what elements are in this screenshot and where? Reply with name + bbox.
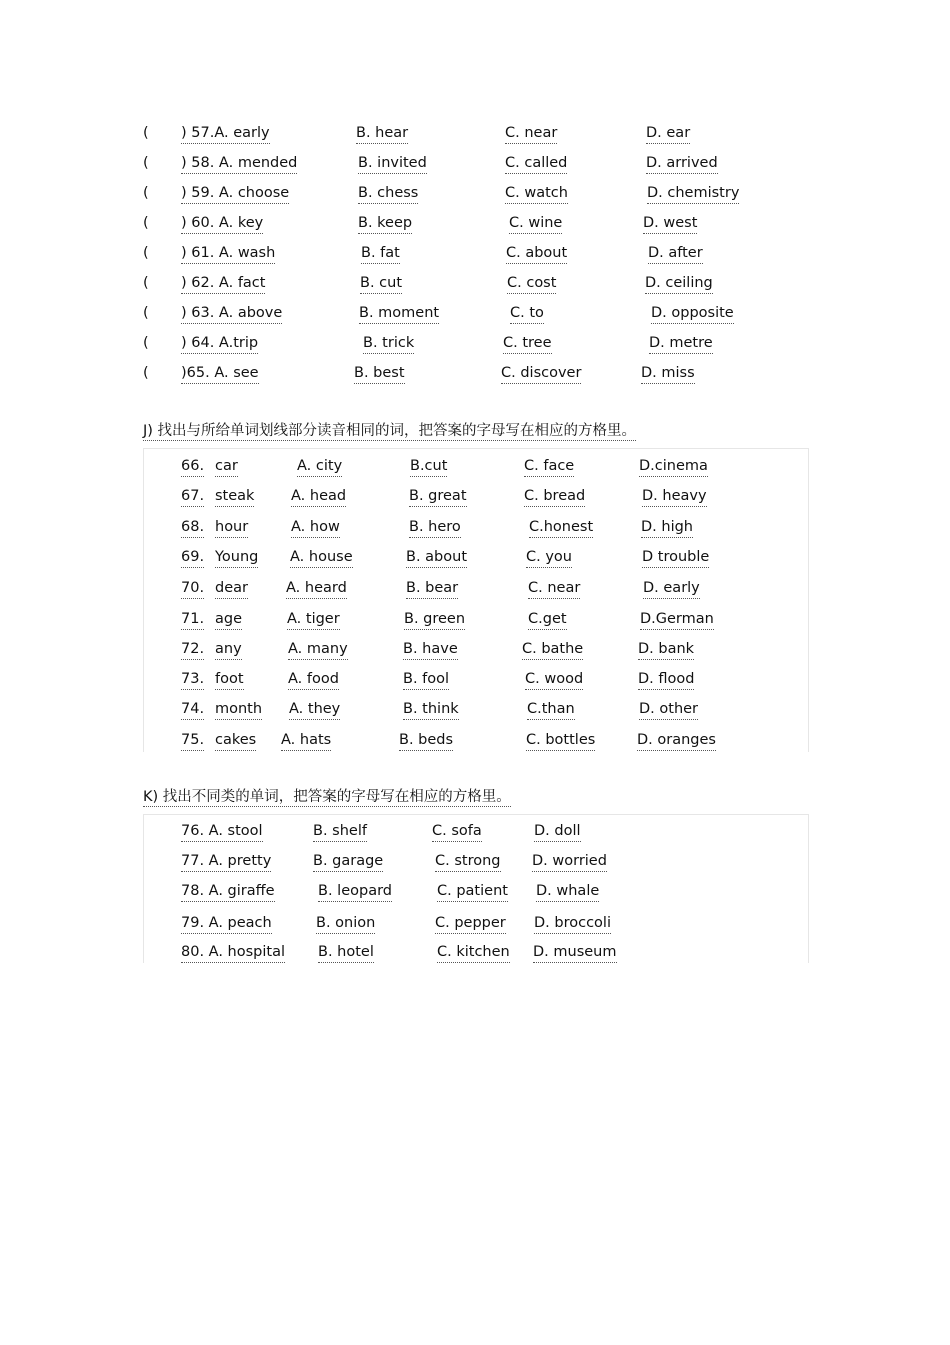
question-number: 74. xyxy=(181,700,204,720)
given-word: steak xyxy=(215,487,254,507)
paren-open: ( xyxy=(143,305,149,321)
option-a: A. hats xyxy=(281,731,331,751)
option-d: D. after xyxy=(648,244,703,264)
question-number: 70. xyxy=(181,579,204,599)
option-d: D. opposite xyxy=(651,304,734,324)
option-c: C. near xyxy=(505,124,557,144)
option-d: D. ear xyxy=(646,124,690,144)
option-d: D. doll xyxy=(534,822,581,842)
option-b: B.cut xyxy=(410,457,447,477)
question-row-62 xyxy=(0,274,950,294)
question-row-63 xyxy=(0,304,950,324)
option-c: C.than xyxy=(527,700,575,720)
question-lead: ) 64. A.trip xyxy=(181,334,258,354)
option-c: C.get xyxy=(528,610,567,630)
question-row-61 xyxy=(0,244,950,264)
option-c: C. wine xyxy=(509,214,562,234)
given-word: month xyxy=(215,700,262,720)
given-word: Young xyxy=(215,548,258,568)
paren-open: ( xyxy=(143,335,149,351)
phonetics-row-73 xyxy=(0,670,950,690)
option-d: D. oranges xyxy=(637,731,716,751)
phonetics-row-69 xyxy=(0,548,950,568)
section-j-heading: J) 找出与所给单词划线部分读音相同的词，把答案的字母写在相应的方格里。 xyxy=(143,423,637,439)
question-number: 68. xyxy=(181,518,204,538)
option-b: B. cut xyxy=(360,274,402,294)
option-c: C. sofa xyxy=(432,822,482,842)
question-row-65 xyxy=(0,364,950,384)
option-b: B. bear xyxy=(406,579,458,599)
option-c: C. near xyxy=(528,579,580,599)
option-d: D. heavy xyxy=(642,487,707,507)
question-row-59 xyxy=(0,184,950,204)
question-lead: ) 59. A. choose xyxy=(181,184,289,204)
phonetics-row-66 xyxy=(0,457,950,477)
question-row-60 xyxy=(0,214,950,234)
category-row-76 xyxy=(0,822,950,842)
option-b: B. hero xyxy=(409,518,461,538)
given-word: hour xyxy=(215,518,248,538)
question-row-57 xyxy=(0,124,950,144)
option-b: B. fool xyxy=(403,670,449,690)
option-b: B. hear xyxy=(356,124,408,144)
option-d: D. other xyxy=(639,700,698,720)
paren-open: ( xyxy=(143,275,149,291)
option-b: B. leopard xyxy=(318,882,392,902)
option-c: C. wood xyxy=(525,670,583,690)
option-b: B. shelf xyxy=(313,822,367,842)
option-c: C. bread xyxy=(524,487,585,507)
option-a: A. tiger xyxy=(287,610,340,630)
phonetics-row-71 xyxy=(0,610,950,630)
option-d: D. chemistry xyxy=(647,184,739,204)
question-option-a: 78. A. giraffe xyxy=(181,882,275,902)
category-row-79 xyxy=(0,914,950,934)
option-d: D. early xyxy=(643,579,700,599)
option-b: B. onion xyxy=(316,914,375,934)
option-c: C. bottles xyxy=(526,731,595,751)
section-k-heading: K) 找出不同类的单词，把答案的字母写在相应的方格里。 xyxy=(143,789,511,805)
option-b: B. chess xyxy=(358,184,418,204)
option-a: A. house xyxy=(290,548,353,568)
paren-open: ( xyxy=(143,155,149,171)
given-word: cakes xyxy=(215,731,256,751)
option-d: D. metre xyxy=(649,334,713,354)
question-number: 71. xyxy=(181,610,204,630)
option-d: D. miss xyxy=(641,364,695,384)
phonetics-row-68 xyxy=(0,518,950,538)
question-option-a: 77. A. pretty xyxy=(181,852,271,872)
option-a: A. how xyxy=(291,518,340,538)
phonetics-row-74 xyxy=(0,700,950,720)
option-b: B. invited xyxy=(358,154,427,174)
option-c: C. bathe xyxy=(522,640,583,660)
option-d: D. arrived xyxy=(646,154,718,174)
option-d: D.German xyxy=(640,610,714,630)
option-b: B. garage xyxy=(313,852,383,872)
option-a: A. food xyxy=(288,670,339,690)
phonetics-row-75 xyxy=(0,731,950,751)
option-c: C.honest xyxy=(529,518,593,538)
paren-open: ( xyxy=(143,365,149,381)
paren-open: ( xyxy=(143,245,149,261)
option-d: D.cinema xyxy=(639,457,708,477)
option-b: B. have xyxy=(403,640,458,660)
given-word: foot xyxy=(215,670,244,690)
option-c: C. patient xyxy=(437,882,508,902)
option-a: A. they xyxy=(289,700,340,720)
question-lead: ) 63. A. above xyxy=(181,304,282,324)
option-d: D. high xyxy=(641,518,693,538)
question-lead: ) 57.A. early xyxy=(181,124,270,144)
option-c: C. about xyxy=(506,244,567,264)
question-lead: ) 60. A. key xyxy=(181,214,263,234)
question-row-64 xyxy=(0,334,950,354)
option-b: B. green xyxy=(404,610,465,630)
phonetics-row-72 xyxy=(0,640,950,660)
question-number: 73. xyxy=(181,670,204,690)
question-lead: ) 62. A. fact xyxy=(181,274,265,294)
given-word: any xyxy=(215,640,242,660)
paren-open: ( xyxy=(143,185,149,201)
category-row-77 xyxy=(0,852,950,872)
question-lead: ) 61. A. wash xyxy=(181,244,275,264)
option-c: C. cost xyxy=(507,274,556,294)
question-lead: )65. A. see xyxy=(181,364,259,384)
option-c: C. watch xyxy=(505,184,568,204)
option-b: B. moment xyxy=(359,304,439,324)
question-lead: ) 58. A. mended xyxy=(181,154,297,174)
option-d: D. bank xyxy=(638,640,694,660)
question-number: 69. xyxy=(181,548,204,568)
given-word: car xyxy=(215,457,238,477)
option-c: C. pepper xyxy=(435,914,506,934)
option-c: C. tree xyxy=(503,334,552,354)
option-b: B. fat xyxy=(361,244,400,264)
option-d: D. flood xyxy=(638,670,694,690)
phonetics-row-67 xyxy=(0,487,950,507)
question-option-a: 79. A. peach xyxy=(181,914,272,934)
option-a: A. heard xyxy=(286,579,347,599)
question-number: 66. xyxy=(181,457,204,477)
option-b: B. hotel xyxy=(318,943,374,963)
option-b: B. beds xyxy=(399,731,453,751)
option-c: C. to xyxy=(510,304,544,324)
option-d: D. museum xyxy=(533,943,617,963)
option-c: C. discover xyxy=(501,364,581,384)
option-b: B. best xyxy=(354,364,405,384)
given-word: age xyxy=(215,610,242,630)
question-option-a: 76. A. stool xyxy=(181,822,263,842)
paren-open: ( xyxy=(143,215,149,231)
option-b: B. trick xyxy=(363,334,414,354)
option-c: C. you xyxy=(526,548,572,568)
category-row-78 xyxy=(0,882,950,902)
option-b: B. about xyxy=(406,548,467,568)
paren-open: ( xyxy=(143,125,149,141)
option-a: A. many xyxy=(288,640,348,660)
phonetics-row-70 xyxy=(0,579,950,599)
option-b: B. keep xyxy=(358,214,412,234)
option-d: D. broccoli xyxy=(534,914,611,934)
question-row-58 xyxy=(0,154,950,174)
option-c: C. face xyxy=(524,457,574,477)
option-c: C. strong xyxy=(435,852,501,872)
question-number: 72. xyxy=(181,640,204,660)
option-b: B. think xyxy=(403,700,459,720)
question-number: 75. xyxy=(181,731,204,751)
given-word: dear xyxy=(215,579,248,599)
question-number: 67. xyxy=(181,487,204,507)
option-d: D. west xyxy=(643,214,697,234)
option-a: A. city xyxy=(297,457,342,477)
option-d: D. worried xyxy=(532,852,607,872)
option-d: D. ceiling xyxy=(645,274,713,294)
option-b: B. great xyxy=(409,487,467,507)
question-option-a: 80. A. hospital xyxy=(181,943,285,963)
option-c: C. called xyxy=(505,154,567,174)
option-a: A. head xyxy=(291,487,346,507)
option-d: D trouble xyxy=(642,548,709,568)
category-row-80 xyxy=(0,943,950,963)
option-d: D. whale xyxy=(536,882,599,902)
option-c: C. kitchen xyxy=(437,943,510,963)
